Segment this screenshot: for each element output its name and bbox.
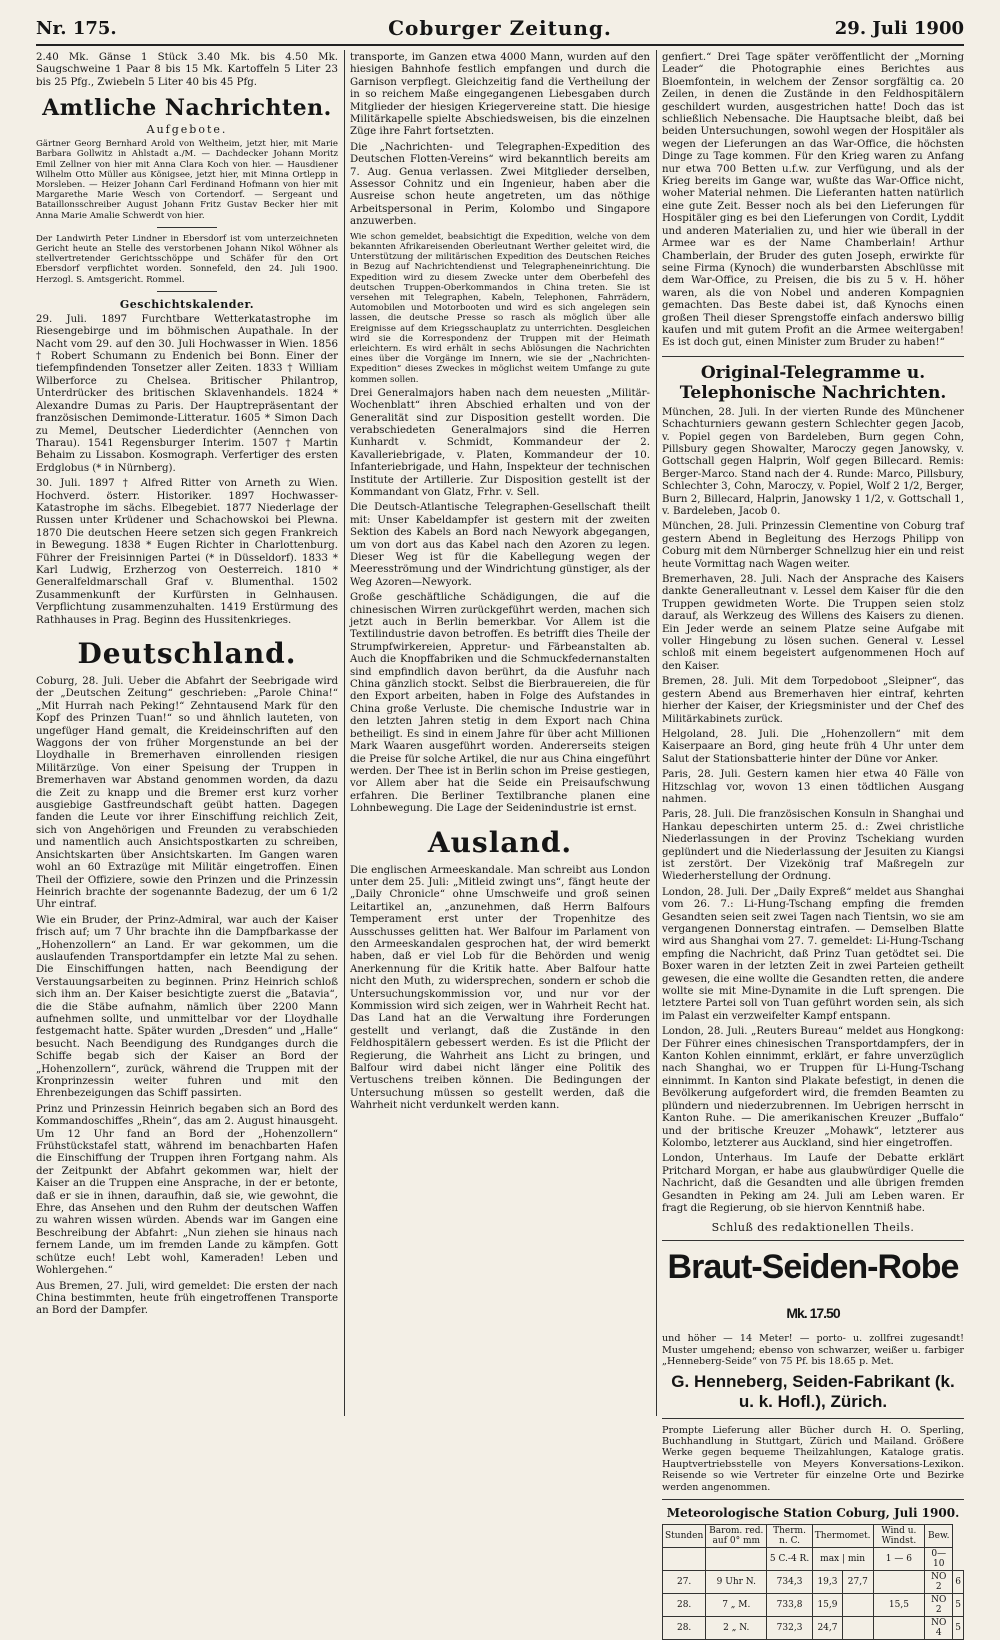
telegram-item: Bremen, 28. Juli. Mit dem Torpedoboot „Sleipner“, das gestern Abend aus Bremerhaven hier eintraf, kehrten hierher der Kaiser, der Kriegsminister und der Chef des Militärkabinets zurück. <box>662 676 964 725</box>
subheading-kalender: Geschichtskalender. <box>119 297 255 311</box>
weather-col-header: Bew. <box>925 1525 953 1548</box>
issue-number: Nr. 175. <box>36 18 117 39</box>
weather-cell: 5 <box>953 1594 964 1617</box>
weather-cell: 6 <box>953 1571 964 1594</box>
article-paragraph: Die „Nachrichten- und Telegraphen-Expedition des Deutschen Flotten-Vereins“ wird bekanntlich bereits am 7. Aug. Genua verlassen. Zwei Mitglieder derselben, Assessor Cohnitz und ein Ingenieur, haben aber die Ausreise schon heute angetreten, um das nöthige Arbeitspersonal in Perim, Kolombo und Singapore anzuwerben. <box>350 141 650 228</box>
divider <box>662 1499 964 1500</box>
article-paragraph: Prinz und Prinzessin Heinrich begaben sich an Bord des Kommandoschiffes „Rhein“, das am 2. August hinausgeht. Um 12 Uhr fand an Bord der „Hohenzollern“ Frühstückstafel statt, während im benachbarten Hafen die Einschiffung der Truppen ihren Fortgang nahm. Als der Zeitpunkt der Abfahrt gekommen war, hielt der Kaiser an die Truppen eine Ansprache, in der er betonte, daß er sie in ihnen, daraufhin, daß sie, wie gewohnt, die Ehre, das Ansehen und den Ruhm der deutschen Waffen zu wahren wissen würden. Abends war im Gangen eine Beschreibung der Abfahrt: „Nun ziehen sie hinaus nach fernem Lande, um im fremden Lande zu kämpfen. Gott schütze euch! Lebt wohl, Kameraden! Leben und Wohlergehen.“ <box>36 1103 338 1277</box>
weather-cell <box>873 1571 925 1594</box>
article-paragraph: Die englischen Armeeskandale. Man schreibt aus London unter dem 25. Juli: „Mitleid zwingt uns“, fängt heute der „Daily Chronicle“ ohne Umschweife und groß seinen Leitartikel an, „anzunehmen, daß Herrn Balfours Temperament erst unter der Tropenhitze des Ausschusses gelitten hat. Wer Balfour im Parlament von den Armeeskandalen gesprochen hat, der wird bemerkt haben, daß er viel Lob für die Behörden und wenig Anerkennung für die Kritik hatte. Aber Balfour hatte nicht den Muth, zu widersprechen, sondern er schob die Untersuchungskommission vor, und nur vor der Kommission wird sich zeigen, wer in Wahrheit Recht hat. Das Land hat an die Verwaltung ihre Forderungen gestellt und verlangt, daß die Zustände in den Feldhospitälern gebessert werden. Es ist die Pflicht der Regierung, die Wahrheit ans Licht zu bringen, und Balfour wird dabei nicht länger eine Politik des Vertuschens treiben können. Die Bedingungen der Untersuchung müssen so gestellt werden, daß die Wahrheit nicht verdunkelt werden kann. <box>350 864 650 1112</box>
telegram-item: München, 28. Juli. Prinzessin Clementine von Coburg traf gestern Abend in Begleitung des Herzogs Philipp von Coburg mit dem Nürnberger Schnellzug hier ein und reist heute Vormittag nach Wagen weiter. <box>662 521 964 570</box>
article-paragraph: transporte, im Ganzen etwa 4000 Mann, wurden auf den hiesigen Bahnhofe festlich empfangen und durch die Garnison verpflegt. Gleichzeitig fand die Vertheilung der in so reichem Maße eingegangenen Liebesgaben durch Mitglieder der hiesigen Kriegervereine statt. Die hiesige Militärkapelle spielte Abschiedsweisen, bis die einzelnen Züge ihre Fahrt fortsetzten. <box>350 52 650 138</box>
weather-cell: 28. <box>663 1594 706 1617</box>
section-heading-deutschland: Deutschland. <box>77 637 297 671</box>
weather-cell <box>843 1617 873 1640</box>
article-paragraph: Große geschäftliche Schädigungen, die auf die chinesischen Wirren zurückgeführt werden, machen sich jetzt auch in Berlin bemerkbar. Vor Allem ist die Textilindustrie davon betroffen. Es betrifft dies Theile der Strumpfwirkereien, Appretur- und Färbeanstalten ab. Auch die Knopffabriken und die Schmuckfedernanstalten sind empfindlich davon berührt, da die Ausfuhr nach China gänzlich stockt. Selbst die Bierbrauereien, die für den Export arbeiten, haben in Folge des Aufstandes in China große Verluste. Die chemische Industrie war in den letzten Jahren stetig in dem Export nach China betheiligt. Es sind in einem Jahre für über acht Millionen Mark Waaren ausgeführt worden. Andererseits steigen die Preise für solche Artikel, die nur aus China eingeführt werden. Der Thee ist in Berlin schon im Preise gestiegen, vor Allem aber hat die Seide ein Preisaufschwung erfahren. Die Berliner Textilbranche planen eine Lohnbewegung. Die Lage der Seidenindustrie ist ernst. <box>350 592 650 815</box>
weather-cell <box>873 1617 925 1640</box>
advertisement-henneberg <box>662 1240 964 1411</box>
advertisement-sperling: Prompte Lieferung aller Bücher durch H. O. Sperling, Buchhandlung in Stuttgart, Zürich und Mailand. Größere Werke gegen bequeme Theilzahlungen, Kataloge gratis. Hauptvertriebsstelle von Meyers Konversations-Lexikon. Reisende so wie Vertreter für einzelne Orte und Bezirke werden angenommen. <box>662 1424 964 1493</box>
telegram-item: London, Unterhaus. Im Laufe der Debatte erklärt Pritchard Morgan, er habe aus glaubwürdiger Quelle die Nachricht, daß die Gesandten und alle übrigen fremden Gesandten in Peking am 24. Juli am Leben waren. Er fragt die Regierung, ob sie hiervon Kenntniß habe. <box>662 1153 964 1214</box>
notice-landwirth: Der Landwirth Peter Lindner in Ebersdorf ist vom unterzeichneten Gericht heute an Stelle des verstorbenen Johann Nikol Wöhner als stellvertretender Gerichtsschöppe und Schäfer für den Ort Ebersdorf verpflichtet worden. Sonnefeld, den 24. Juli 1900. Herzogl. S. Amtsgericht. Rommel. <box>36 233 338 285</box>
article-paragraph: Drei Generalmajors haben nach dem neuesten „Militär-Wochenblatt“ ihren Abschied erhalten und von der Generalität sind zur Disposition gestellt worden. Die verabschiedeten Generalmajors sind die Herren Kunhardt v. Schmidt, Kommandeur der 2. Kavalleriebrigade, v. Platen, Kommandeur der 10. Infanteriebrigade, und Hahn, Inspekteur der technischen Institute der Artillerie. Zur Disposition gestellt ist der Kommandant von Glatz, Frhr. v. Sell. <box>350 387 650 498</box>
kalender-29: 29. Juli. 1897 Furchtbare Wetterkatastrophe im Riesengebirge und im böhmischen Aupathale. In der Nacht vom 29. auf den 30. Juli Hochwasser in Wien. 1856 † Robert Schumann zu Endenich bei Bonn. Einer der tiefempfindenden Tonsetzer aller Zeiten. 1833 † William Wilberforce zu Chelsea. Britischer Philantrop, Unterdrücker des britischen Sklavenhandels. 1824 * Alexandre Dumas zu Paris. Der Hauptrepräsentant der französischen Demimonde-Litteratur. 1605 * Simon Dach zu Memel, Deutscher Liederdichter (Aennchen von Tharau). 1541 Regensburger Interim. 1507 † Martin Behaim zu Lissabon. Kosmograph. Verfertiger des ersten Erdglobus (* in Nürnberg). <box>36 313 338 474</box>
weather-row <box>663 1594 964 1617</box>
telegram-item: Bremerhaven, 28. Juli. Nach der Ansprache des Kaisers dankte Generalleutnant v. Lessel dem Kaiser für die den Truppen gewidmeten Worte. Die Truppen seien stolz darauf, als Werkzeug des Willens des Kaisers zu dienen. Ein Jeder werde an seinem Platze seine Aufgabe mit voller Hingebung zu lösen suchen. General v. Lessel schloß mit einem begeistert aufgenommenen Hoch auf den Kaiser. <box>662 574 964 672</box>
weather-cell: 15,5 <box>873 1594 925 1617</box>
end-of-editorial: Schluß des redaktionellen Theils. <box>711 1221 915 1235</box>
weather-table <box>662 1524 964 1640</box>
weather-table-subheader <box>663 1548 964 1571</box>
weather-cell: 2 „ N. <box>706 1617 767 1640</box>
subheading-aufgebote: Aufgebote. <box>146 123 228 137</box>
weather-subheader: 5 C.-4 R. <box>767 1548 812 1571</box>
weather-col-header: Therm. n. C. <box>767 1525 812 1548</box>
newspaper-title: Coburger Zeitung. <box>388 16 612 40</box>
ad-title: Braut-Seiden-Robe <box>667 1248 959 1287</box>
weather-subheader <box>663 1548 706 1571</box>
weather-cell: NO 2 <box>925 1571 953 1594</box>
aufgebote-text: Gärtner Georg Bernhard Arold von Weltheim, jetzt hier, mit Marie Barbara Gollwitz in Ahlstadt a./M. — Dachdecker Johann Moritz Emil Zellner von hier mit Anna Clara Koch von hier. — Hausdiener Wilhelm Otto Müller aus Königsee, jetzt hier, mit Minna Ortlepp in Morsleben. — Heizer Johann Carl Ferdinand Hofmann von hier mit Margarethe Marie Wesch von Cortendorf. — Sergeant und Bataillonsschreiber August Johann Fritz Gustav Becker hier mit Anna Marie Amalie Schwerdt von hier. <box>36 139 338 221</box>
divider <box>157 291 217 292</box>
issue-date: 29. Juli 1900 <box>834 18 964 39</box>
weather-cell: 733,8 <box>767 1594 812 1617</box>
divider <box>662 1418 964 1419</box>
masthead-rule <box>36 44 964 46</box>
column-divider <box>656 50 657 1416</box>
column-3 <box>662 52 964 1638</box>
weather-subheader: 1 — 6 <box>873 1548 925 1571</box>
weather-cell: 734,3 <box>767 1571 812 1594</box>
divider <box>157 227 217 228</box>
weather-table-header <box>663 1525 964 1548</box>
weather-subheader: 0—10 <box>925 1548 953 1571</box>
weather-cell <box>843 1594 873 1617</box>
weather-row <box>663 1571 964 1594</box>
article-paragraph: Coburg, 28. Juli. Ueber die Abfahrt der Seebrigade wird der „Deutschen Zeitung“ geschrieben: „Parole China!“ „Mit Hurrah nach Peking!“ Zehntausend Mark für den Kopf des Prinzen Tuan!“ so und ähnlich lauteten, von ungefüger Hand gemalt, die Kreideinschriften auf den Waggons der von früher Morgenstunde an bei der Lloydhalle in Bremerhaven einrollenden riesigen Militärzüge. Von einer Speisung der Truppen in Bremerhaven war Abstand genommen worden, da dazu die Zeit zu knapp und die Bremer erst kurz vorher ausgiebige Gastfreundschaft geübt hatten. Dagegen fanden die Leute vor ihrer Einschiffung reichlich Zeit, sich von Angehörigen und Freunden zu verabschieden und namentlich auch Ansichtspostkarten zu schreiben, Ansichtskarten über Ansichtskarten. Im Gangen waren wohl an 60 Extrazüge mit Militär eingetroffen. Einen Theil der Offiziere, sowie den Prinzen und die Prinzessin Heinrich brachte der sogenannte Badezug, der um 6 1/2 Uhr eintraf. <box>36 676 338 911</box>
weather-cell: 5 <box>953 1617 964 1640</box>
kalender-30: 30. Juli. 1897 † Alfred Ritter von Arneth zu Wien. Hochverd. österr. Historiker. 1897 Hochwasser-Katastrophe im sächs. Elbegebiet. 1877 Niederlage der Russen unter Krüdener und Schachowskoi bei Plewna. 1870 Die deutschen Heere setzen sich gegen Frankreich in Bewegung. 1838 * Eugen Richter in Charlottenburg. Führer der Freisinnigen Partei (* in Düsseldorf). 1833 * Karl Ludwig, Erzherzog von Oesterreich. 1810 * Generalfeldmarschall Graf v. Blumenthal. 1502 Zusammenkunft der Kurfürsten in Gelnhausen. Verpflichtung zusammenzuhalten. 1419 Erstürmung des Rathhauses in Prag. Beginn des Hussitenkrieges. <box>36 478 338 626</box>
weather-col-header: Stunden <box>663 1525 706 1548</box>
weather-table-title: Meteorologische Station Coburg, Juli 1900. <box>666 1506 960 1520</box>
column-divider <box>344 50 345 1416</box>
column-1 <box>36 52 338 1416</box>
weather-cell: 9 Uhr N. <box>706 1571 767 1594</box>
telegram-item: Paris, 28. Juli. Die französischen Konsuln in Shanghai und Hankau depeschirten unterm 25. d.: Zwei christliche Niederlassungen in der Provinz Tschekiang wurden geplündert und die Niederlassung der Jesuiten zu Kiangsi ist zerstört. Der Vizekönig traf Maßregeln zur Wiederherstellung der Ordnung. <box>662 809 964 883</box>
weather-cell: 27,7 <box>843 1571 873 1594</box>
weather-cell: 27. <box>663 1571 706 1594</box>
weather-cell: NO 4 <box>925 1617 953 1640</box>
weather-col-header: Barom. red. auf 0° mm <box>706 1525 767 1548</box>
section-heading-amtlich: Amtliche Nachrichten. <box>42 95 332 122</box>
weather-cell: 732,3 <box>767 1617 812 1640</box>
masthead <box>36 14 964 40</box>
telegram-item: Helgoland, 28. Juli. Die „Hohenzollern“ mit dem Kaiserpaare an Bord, ging heute früh 4 Uhr unter dem Salut der Stationsbatterie hinter der Düne vor Anker. <box>662 728 964 765</box>
section-heading-telegramme: Original-Telegramme u. Telephonische Nachrichten. <box>679 362 947 403</box>
telegram-item: München, 28. Juli. In der vierten Runde des Münchener Schachturniers gewann gestern Schlechter gegen Jacob, v. Popiel gegen von Bardeleben, Burn gegen Cohn, Pillsbury gegen Showalter, Maroczy gegen Janowsky, v. Gottschall gegen Halprin, Wolf gegen Billecard. Remis: Berger-Marco. Stand nach der 4. Runde: Marco, Pillsbury, Schlechter 3, Cohn, Maroczy, v. Popiel, Wolf 2 1/2, Berger, Burn 2, Billecard, Halprin, Janowsky 1 1/2, v. Gottschall 1, v. Bardeleben, Jacob 0. <box>662 406 964 517</box>
weather-cell: NO 2 <box>925 1594 953 1617</box>
weather-subheader: max | min <box>812 1548 873 1571</box>
weather-row <box>663 1617 964 1640</box>
article-paragraph: genfiert.“ Drei Tage später veröffentlicht der „Morning Leader“ die Photographie eines Berichtes aus Bloemfontein, in welchem der Zensor sorgfältig ca. 20 Zeilen, in denen die Zustände in den Feldhospitälern geschildert wurden, ausgestrichen hatte! Doch das ist schließlich Nebensache. Die Hauptsache bleibt, daß bei beiden Untersuchungen, sowohl wegen der Hospitäler als wegen der Lieferungen an das War-Office, die höchsten Dinge zu Tage kommen. Für den Krieg waren zu Anfang nur etwa 700 Betten u.f.w. zur Verfügung, und als der Krieg bereits im Gange war, wußte das War-Office nicht, woher Material nehmen. Die Lieferanten hatten natürlich eine gute Zeit. Besser noch als bei den Lieferungen für Hospitäler ging es bei den Lieferungen von Cordit, Lyddit und anderen Materialien zu, und hier wie überall in der Armee war es der Name Chamberlain! Arthur Chamberlain, der Bruder des guten Joseph, erwirkte für seine Firma (Kynoch) die wunderbarsten Abschlüsse mit dem War-Office, zu Preisen, die bis zu 5 v. H. höher waren, als die von Nobel und anderen Kompagnien gemachten. Das Beste dabei ist, daß Kynochs einen großen Theil dieser Sprengstoffe einfach anderswo billig kaufen und mit gutem Profit an die Armee weitergaben! Es ist doch gut, einen Minister zum Bruder zu haben!“ <box>662 52 964 349</box>
divider <box>662 356 964 357</box>
ad-headline <box>662 1247 964 1333</box>
article-paragraph-small: Wie schon gemeldet, beabsichtigt die Expedition, welche von dem bekannten Afrikareisenden Oberleutnant Werther geleitet wird, die Unterstützung der militärischen Expedition des Deutschen Reiches in Bezug auf Nachrichtendienst und Telegrapheneinrichtung. Die Expedition wird zu diesem Zwecke unter dem Oberbefehl des deutschen Truppen-Oberkommandos in China treten. Sie ist versehen mit Telegraphen, Kabeln, Telephonen, Fahrrädern, Automobilen und Motorbooten und wird es sich angelegen sein lassen, die deutsche Presse so rasch als möglich über alle Ereignisse auf dem Kriegsschauplatz zu unterrichten. Desgleichen wird sie die Korrespondenz der Truppen mit der Heimath erleichtern. Es wird erhält in sechs Ablösungen die Nachrichten eines über die Vorgänge im Innern, wie sie der „Nachrichten-Expedition“ dieses Zweckes in möglichst weitem Umfange zu gute kommen sollen. <box>350 231 650 385</box>
weather-cell: 24,7 <box>812 1617 842 1640</box>
section-heading-ausland: Ausland. <box>427 825 573 859</box>
weather-subheader <box>706 1548 767 1571</box>
telegram-item: London, 28. Juli. „Reuters Bureau“ meldet aus Hongkong: Der Führer eines chinesischen Transportdampfers, der in Kanton Kohlen einnimmt, erklärt, er fahre unverzüglich nach Shanghai, wo er Truppen für Li-Hung-Tschang einnimmt. In Kanton sind Plakate befestigt, in denen die Bevölkerung aufgefordert wird, die fremden Beamten zu plündern und niederzubrennen. Im Uebrigen herrscht in Kanton Ruhe. — Die amerikanischen Kreuzer „Buffalo“ und der britische Kreuzer „Mohawk“, letzterer aus Kolombo, letzterer aus Auckland, sind hier eingetroffen. <box>662 1026 964 1149</box>
ad-price: Mk. 17.50 <box>786 1305 840 1322</box>
weather-cell: 15,9 <box>812 1594 842 1617</box>
telegram-item: London, 28. Juli. Der „Daily Expreß“ meldet aus Shanghai vom 26. 7.: Li-Hung-Tschang empfing die fremden Gesandten seien seit zwei Tagen nach Tientsin, wo sie am vergangenen Donnerstag eintrafen. — Demselben Blatte wird aus Shanghai vom 27. 7. gemeldet: Li-Hung-Tschang empfing die Nachricht, daß Prinz Tuan getödtet sei. Die Boxer waren in der letzten Zeit in zwei Parteien getheilt gewesen, die eine wollte die Gesandten retten, die andere wollte sie mit Mine-Dynamite in die Luft sprengen. Die letztere Partei soll von Tuan geführt worden sein, als sich im Palast ein verzweifelter Kampf entspann. <box>662 886 964 1022</box>
article-paragraph: Wie ein Bruder, der Prinz-Admiral, war auch der Kaiser frisch auf; um 7 Uhr brachte ihn die Dampfbarkasse der „Hohenzollern“ an Land. Er war gekommen, um die auslaufenden Transportdampfer ein letzte Mal zu sehen. Die Einschiffungen hatten, nach Beendigung der Verstauungsarbeiten zu beginnen. Prinz Heinrich schloß sich ihm an. Der Kaiser besichtigte zuerst die „Batavia“, die die Stäbe aufnahm, nämlich über 2200 Mann aufnehmen sollte, und unmittelbar vor der Lloydhalle festgemacht hatte. Später wurden „Dresden“ und „Halle“ besucht. Nach Beendigung des Rundganges durch die Schiffe begab sich der Kaiser an Bord der „Hohenzollern“, zurück, während die Truppen mit der Kronprinzessin weiter fuhren und mit den Ehrenbezeigungen das Schiff passirten. <box>36 914 338 1100</box>
weather-cell: 19,3 <box>812 1571 842 1594</box>
article-paragraph: Die Deutsch-Atlantische Telegraphen-Gesellschaft theilt mit: Unser Kabeldampfer ist gestern mit der zweiten Sektion des Kabels an Bord nach Newyork abgegangen, um von dort aus das Kabel nach den Azoren zu legen. Dieser Weg ist für die Kabellegung wegen der Meeresströmung und der Windrichtung günstiger, als der Weg Azoren—Newyork. <box>350 502 650 588</box>
weather-col-header: Wind u. Windst. <box>873 1525 925 1548</box>
ad-text: und höher — 14 Meter! — porto- u. zollfrei zugesandt! Muster umgehend; ebenso von schwarzer, weißer u. farbiger „Henneberg-Seide“ von 75 Pf. bis 18.65 p. Met. <box>662 1333 964 1368</box>
weather-cell: 7 „ M. <box>706 1594 767 1617</box>
market-prices: 2.40 Mk. Gänse 1 Stück 3.40 Mk. bis 4.50 Mk. Saugschweine 1 Paar 8 bis 15 Mk. Kartoffeln 5 Liter 23 bis 25 Pfg., Zwiebeln 5 Liter 40 bis 45 Pfg. <box>36 52 338 88</box>
column-2 <box>350 52 650 1416</box>
ad-firm: G. Henneberg, Seiden-Fabrikant (k. u. k. Hofl.), Zürich. <box>671 1371 955 1411</box>
weather-cell: 28. <box>663 1617 706 1640</box>
weather-col-header: Thermomet. <box>812 1525 873 1548</box>
article-paragraph: Aus Bremen, 27. Juli, wird gemeldet: Die ersten der nach China bestimmten, heute früh eingetroffenen Transporte an Bord der Dampfer. <box>36 1280 338 1317</box>
telegram-item: Paris, 28. Juli. Gestern kamen hier etwa 40 Fälle von Hitzschlag vor, wovon 13 einen tödtlichen Ausgang nahmen. <box>662 769 964 805</box>
